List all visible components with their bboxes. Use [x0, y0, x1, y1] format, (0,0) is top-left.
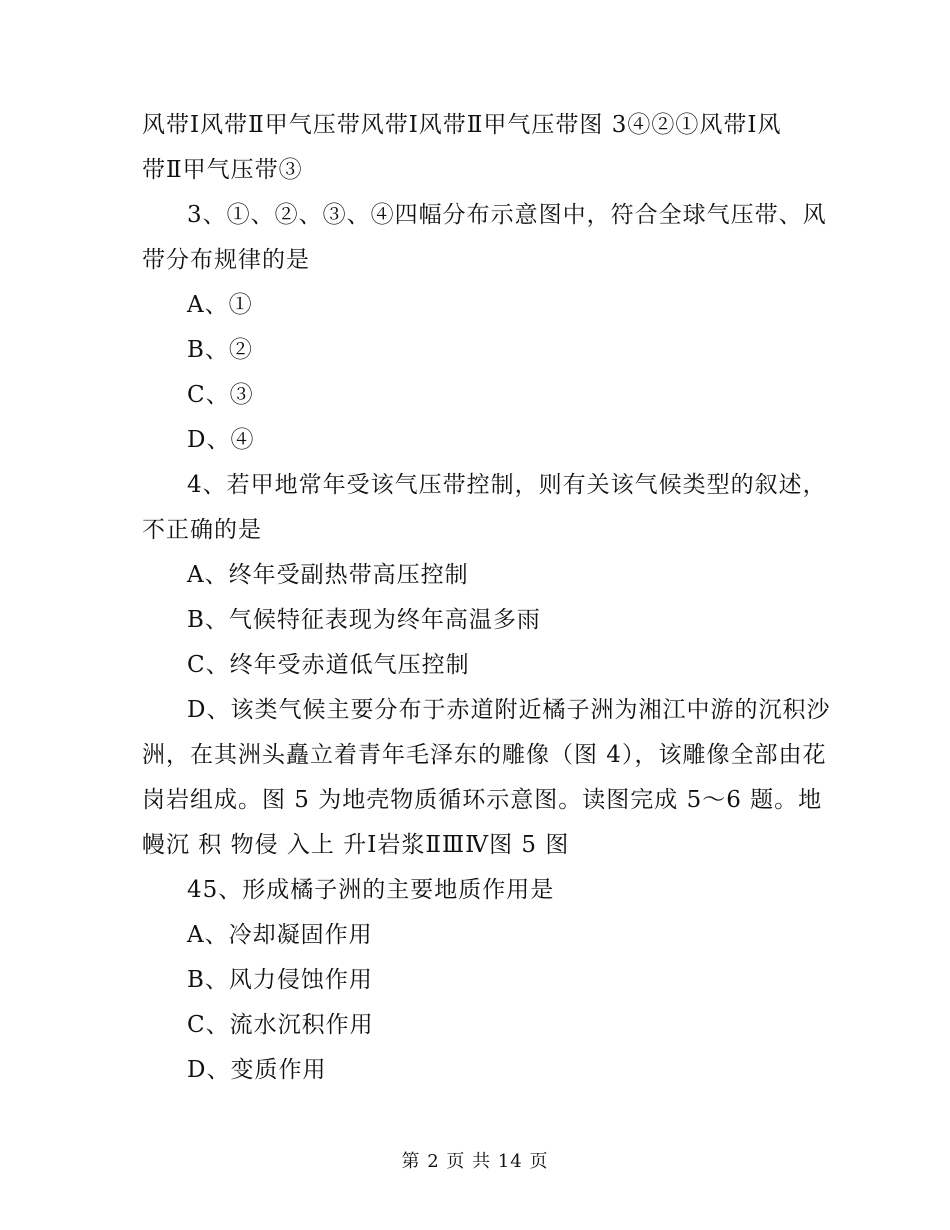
question-4-option-c: C、终年受赤道低气压控制: [187, 652, 470, 678]
text-line: 带Ⅱ甲气压带③: [142, 157, 303, 183]
question-4-option-b: B、气候特征表现为终年高温多雨: [187, 607, 541, 633]
question-3-stem: 3、①、②、③、④四幅分布示意图中，符合全球气压带、风: [187, 202, 827, 228]
text-line: 岗岩组成。图 5 为地壳物质循环示意图。读图完成 5～6 题。地: [142, 787, 823, 813]
question-45-stem: 45、形成橘子洲的主要地质作用是: [187, 877, 555, 903]
document-body: [142, 103, 831, 1093]
question-4-stem: 4、若甲地常年受该气压带控制，则有关该气候类型的叙述，: [187, 472, 827, 498]
question-3-option-c: C、③: [187, 382, 254, 408]
question-4-option-d: D、该类气候主要分布于赤道附近橘子洲为湘江中游的沉积沙: [187, 697, 831, 723]
question-4-stem-cont: 不正确的是: [142, 517, 262, 543]
question-4-option-a: A、终年受副热带高压控制: [187, 562, 469, 588]
question-3-stem-cont: 带分布规律的是: [142, 247, 310, 273]
question-3-option-a: A、①: [187, 292, 253, 318]
text-line: 风带Ⅰ风带Ⅱ甲气压带风带Ⅰ风带Ⅱ甲气压带图 3④②①风带Ⅰ风: [142, 112, 782, 138]
question-3-option-b: B、②: [187, 337, 253, 363]
question-45-option-a: A、冷却凝固作用: [187, 922, 373, 948]
question-45-option-d: D、变质作用: [187, 1057, 327, 1083]
page-footer: 第 2 页 共 14 页: [401, 1151, 549, 1172]
question-3-option-d: D、④: [187, 427, 255, 453]
question-45-option-c: C、流水沉积作用: [187, 1012, 374, 1038]
question-45-option-b: B、风力侵蚀作用: [187, 967, 373, 993]
text-line: 幔沉 积 物侵 入上 升Ⅰ岩浆ⅡⅢⅣ图 5 图: [142, 832, 570, 858]
text-line: 洲，在其洲头矗立着青年毛泽东的雕像（图 4），该雕像全部由花: [142, 742, 827, 768]
